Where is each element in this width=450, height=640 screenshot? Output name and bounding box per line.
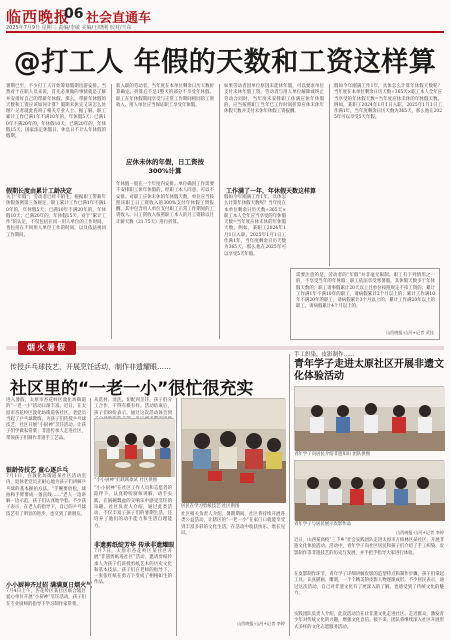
student-photo-2-caption: 青年学子与居民展示皮影作品 [294,522,352,527]
masthead [6,4,444,30]
student-photo-2 [294,460,444,520]
page-number: 06 [64,6,84,22]
banner-tag: 烟火暑假 [18,341,76,355]
article1-subheading-1: 假期长度由累计工龄决定 [6,188,73,195]
article1-pull-quote: 应休未休的年假，日工资按300%计算 [126,158,204,175]
article1-col4-text: 假如今年刚满工作1年，具体怎么计算年休假天数呢？当年度在本单位剩余日历天数÷365天×职工本人全年应当享受的年休假天数=当年度应休未休的年休假天数。例如，某职工2024年1月1日入职，2025年1月1日工作满1年，当年度剩余日历天数为365天，那么他在2025年可以享受5天年假。 [334,84,442,121]
article3-title: 青年学子走进太原社区开展非遗文化体验活动 [294,359,444,382]
article3-text-c: 实践团队负责人介绍，此次活动旨在让非遗文化走进社区、走近群众，激发青少年对传统文化的兴趣，增强文化自信。接下来，团队将继续深入社区开展形式多样的文化志愿服务活动。 [294,612,444,630]
article3-photo-byline: 山西晚报·山河+记者 李婷 [395,530,444,535]
article2-title: 社区里的“一老一小”很忙很充实 [10,379,254,399]
column-divider [219,84,220,339]
papercut-photo [181,398,285,502]
article3-kicker: 手工织染、皮影制作…… [294,352,355,358]
article2-col2b-text: “小小厨神”在社区工作人员和志愿者的陪伴下，认真聆听厨师讲解，动手实践，在锅碗瓢盆的交响乐中感受烹饪的乐趣。社区负责人介绍，通过此类活动，不仅丰富了孩子们的暑期生活，还培养了他们的动手能力和生活自理能力。 [94,486,172,529]
section-name: 社会直通车 [86,11,152,26]
column-divider [289,354,290,636]
papercut-photo-illustration [182,399,286,503]
article1-subheading-2: 工作满了一年，年休假天数这样算 [226,188,317,195]
article2-kicker: 传授乒乓球技艺，开展烹饪活动，制作非遗耀眼…… [10,363,171,371]
column-divider [176,398,177,636]
column-divider [329,84,330,266]
article3-text-b: 在皮影制作环节，青年学子详细讲解皮影的造型特点和制作步骤，孩子们拿起工具，认真描画、雕刻，一个个精美的皮影人物逐渐成形。不少居民表示，通过这次活动，自己对非遗文化有了更深入的了解，也感受到了传统文化的魅力。 [294,572,444,596]
article1-col3-text: 如果劳动者因单位原因未能休年假，可以要求单位支付未休年假工资。劳动者与用人单位解除或终止劳动合同时，当年度未安排职工休满应休年休假的，应当按照职工当年已工作时间折算应休未休年休假天数并支付未休年休假工资报酬。 [224,84,324,115]
notice-box-text: 需要注意的是，劳动者的“年假”并非毫无限制。职工有下列情形之一的，不享受当年的年休假：职工依法享受寒暑假，其休假天数多于年休假天数的；职工请事假累计20天以上且单位按照规定不扣工资的；累计工作满1年不满10年的职工，请病假累计2个月以上的；累计工作满10年不满20年的职工，请病假累计3个月以上的；累计工作满20年以上的职工，请病假累计4个月以上的。 [296,273,435,310]
cooking-photo-caption: “小小厨神”们跃跃欲试 社区供图 [94,478,158,483]
article2-byline: 山西晚报·山河+记者 李婷 [236,621,285,626]
article2-col3-text: 社区相关负责人介绍，暑期期间，社区将持续开展各类公益活动，让辖区的“一老一小”在家门口就能享受到丰富多彩的文化生活，在活动中收获快乐、增长见识。 [181,512,285,536]
article1-col2-text: 新入职的劳动者，当年度在本单位剩余日历天数折算确定。折算后不足1整天的部分不享受年休假。职工在年休假期间享受与正常工作期间相同的工资收入，用人单位应当保证职工享受年休假。 [116,84,214,108]
student-photo-1-illustration [295,387,445,451]
article2-subheading-1: 银龄传技艺 童心逐乒乓 [6,467,69,474]
article2-col2c-text: 7月7日，太原市杏花岭区某社区开展“非遗剪纸进社区”活动，邀请剪纸传承人为孩子们讲授剪纸艺术的历史文化和基本技法。孩子们在老师的指导下，一张张红纸在剪刀下变成了栩栩如生的作品。 [94,549,172,586]
article1-notice-box [290,268,440,340]
date-editor-line: 2025年7月9日 星期三 责编/李敏 美编/王晓刚 校对/王东 [6,25,132,31]
student-photo-1-caption: 青年学子向居民介绍非遗知识 团队供图 [294,452,371,457]
article1-col2b-text: 年休假一般在一个年度内安排。单位确因工作需要不安排职工休年休假的，经职工本人同意，可以不安排。对职工应休未休的年休假天数，单位应当按照该职工日工资收入的300%支付年休假工资报酬，其中包含用人单位支付职工正常工作期间的工资收入。日工资收入按照职工本人的月工资除以月计薪天数（21.75天）进行折算。 [116,182,214,225]
article1-col1-text: 暑期已至，不少打工人开始筹划假期出游安排。当然对于在职人员来说，首先必须做的事情就是了解并安排好自己的带薪年休假。那么，带薪年休假的天数和工资应该如何计算？假期未休完又该怎么处理？记者就此咨询了相关专业人士。据了解，职工累计工作已满1年不满10年的，年休假5天；已满10年不满20年的，年休假10天；已满20年的，年休假15天。国家法定休假日、休息日不计入年休假的假期。 [6,84,106,140]
article2-col1b-text: 7月1日，在敦化坊街道某社区活动室内，退休老党员正耐心地为孩子们讲解乒乓球的基本握拍方法。“手腕要放松，球拍和手臂要成一条直线……”老人一边讲解一边示范，孩子们认真地学着。不少孩子表示，在老人的指导下，自己的乒乓球技艺有了明显的进步，也交到了新朋友。 [6,474,86,517]
student-photo-2-illustration [295,461,445,521]
article1-col1b-text: 关于“年假”，劳动者已经不陌生。根据职工带薪年休假条例第三条规定，职工累计工作已满1年不满10年的，年休假5天；已满10年不满20年的，年休假10天；已满20年的，年休假15天。对于“累计工作”的认定，不仅包括在同一用人单位的工作时间，也包括在不同用人单位工作的时间，以及依法视同工作期间。 [6,195,106,238]
cooking-photo-illustration [95,419,175,477]
article2-subheading-3: 非遗剪纸绽芳华 传承非遗耀眼 [94,542,175,549]
article2-col1-text: 进入暑假，太原市杏花岭区敦化坊街道的“一老一小”活动日渐丰富。近日，在太原市杏花岭区敦化坊街道各社区，老党员当起了乒乓球教练，为孩子们传授乒乓球技艺；社区开展“小厨神”烹饪活动，让孩子们学做家常菜；非遗传承人走进社区，带领孩子们制作非遗手工艺品。 [6,398,86,441]
article1-byline: 山西晚报·山河+记者 武佳 [385,330,434,335]
cooking-photo [94,418,174,476]
masthead-rule [6,31,444,33]
papercut-photo-caption: 居民在学习剪纸技艺 社区供图 [181,504,240,509]
column-divider [90,398,91,636]
section-banner [6,341,444,355]
article2-subheading-2: 小小厨神齐过招 满满夏日烟火气 [6,582,93,589]
article3-text-a: 近日，山西某高校“三下乡”社会实践团队走进太原市万柏林区某社区，开展非遗文化体验活动。活动中，青年学子向社区居民和孩子们介绍了手工织染、皮影制作等非遗技艺的历史与发展，并手把手指导大家进行体验。 [294,538,444,556]
article2-col2a-text: 从选材、清洗、切配到烹饪，孩子们分工合作，干得有模有样。活动结束后，孩子们纷纷表示，通过这次活动体会到 [94,398,172,416]
column-divider [111,84,112,339]
paper-name: 临西晚报 [6,8,71,26]
article2-col1c-text: 7月4日上午，杏花岭区某社区联合辖区爱心单位开展“小厨神”烹饪活动，孩子们在专业厨师的指导下学习制作家常菜。 [6,589,86,607]
article1-col3b-text: 假如今年刚满工作1年，具体怎么计算年休假天数呢？当年度在本单位剩余日历天数÷365天×职工本人全年应当享受的年休假天数=当年度应休未休的年休假天数。例如，某职工2024年1月1日入职，2025年1月1日工作满1年，当年度剩余日历天数为365天，那么他在2025年可以享受5天年假。 [224,195,286,257]
student-photo-1 [294,386,444,450]
page-headline: @打工人 年假的天数和工资这样算 [13,47,437,78]
